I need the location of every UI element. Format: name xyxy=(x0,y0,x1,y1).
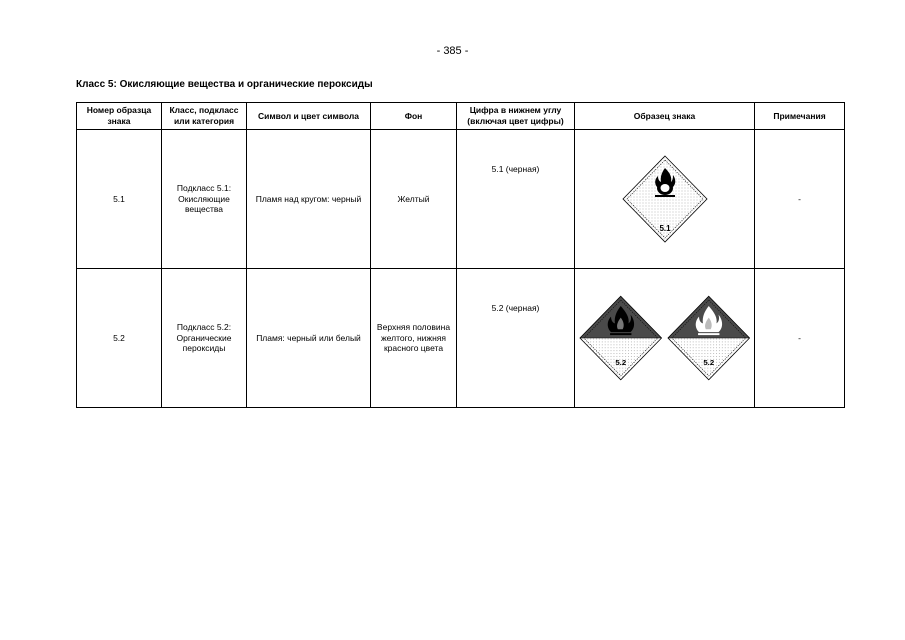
cell-symbol: Пламя над кругом: черный xyxy=(247,130,371,269)
column-header-background: Фон xyxy=(371,103,457,130)
label-number-text: 5.1 xyxy=(658,224,671,233)
label-5-2-white-flame-image xyxy=(666,293,752,383)
column-header-symbol: Символ и цвет символа xyxy=(247,103,371,130)
column-header-digit: Цифра в нижнем углу (включая цвет цифры) xyxy=(457,103,575,130)
cell-number: 5.2 xyxy=(77,269,162,408)
table-row xyxy=(77,130,845,269)
table-row xyxy=(77,269,845,408)
label-5-2-black-flame-image xyxy=(578,293,664,383)
cell-category: Подкласс 5.1: Окисляющие вещества xyxy=(162,130,247,269)
cell-sample xyxy=(575,269,755,408)
label-number-text: 5.2 xyxy=(615,358,627,368)
cell-notes: - xyxy=(755,269,845,408)
cell-background: Желтый xyxy=(371,130,457,269)
column-header-number: Номер образца знака xyxy=(77,103,162,130)
cell-digit: 5.1 (черная) xyxy=(457,130,575,269)
column-header-category: Класс, подкласс или категория xyxy=(162,103,247,130)
cell-digit: 5.2 (черная) xyxy=(457,269,575,408)
page-number: - 385 - xyxy=(436,45,469,57)
cell-symbol: Пламя: черный или белый xyxy=(247,269,371,408)
cell-category: Подкласс 5.2: Органические пероксиды xyxy=(162,269,247,408)
class-title: Класс 5: Окисляющие вещества и органические пероксиды xyxy=(76,79,373,90)
label-number-text: 5.2 xyxy=(702,358,714,368)
table-header-row xyxy=(77,103,845,130)
hazard-label-table xyxy=(76,102,845,408)
cell-background: Верхняя половина желтого, нижняя красного цвета xyxy=(371,269,457,408)
cell-notes: - xyxy=(755,130,845,269)
column-header-sample: Образец знака xyxy=(575,103,755,130)
cell-sample xyxy=(575,130,755,269)
column-header-notes: Примечания xyxy=(755,103,845,130)
cell-number: 5.1 xyxy=(77,130,162,269)
label-5-1-image xyxy=(621,154,709,244)
